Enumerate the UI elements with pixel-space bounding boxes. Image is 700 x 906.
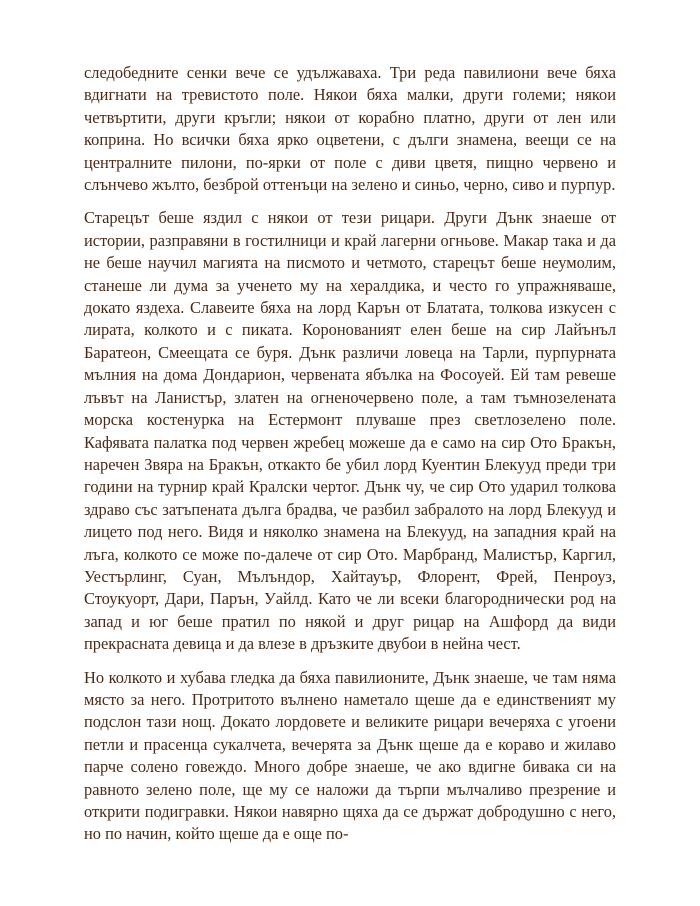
paragraph-1: следобедните сенки вече се удължаваха. Три реда павилиони вече бяха вдигнати на тревистото поле. Някои бяха малки, други големи; някои четвъртити, други кръгли; някои от корабно платно, други от лен или коприна. Но всички бяха ярко оцветени, с дълги знамена, веещи се на централните пилони, по-ярки от поле с диви цветя, пищно червено и слънчево жълто, безброй оттенъци на зелено и синьо, черно, сиво и пурпур.: [84, 63, 616, 195]
page-body: [84, 62, 616, 857]
paragraph-2: Старецът беше яздил с някои от тези рицари. Други Дънк знаеше от истории, разправяни в гостилници и край лагерни огньове. Макар така и да не беше научил магията на писмото и четмото, старецът беше неумолим, станеше ли дума за ученето му на хералдика, и често го упражняваше, докато яздеха. Славеите бяха на лорд Карън от Блатата, толкова изкусен с лирата, колкото и с пиката. Коронованият елен беше на сир Лайънъл Баратеон, Смеещата се буря. Дънк различи ловеца на Тарли, пурпурната мълния на дома Дондарион, червената ябълка на Фосоуей. Ей там ревеше лъвът на Ланистър, златен на огненочервено поле, а там тъмнозелената морска костенурка на Естермонт плуваше през светлозелено поле. Кафявата палатка под червен жребец можеше да е само на сир Ото Бракън, наречен Звяра на Бракън, откакто бе убил лорд Куентин Блекууд преди три години на турнир край Кралски чертог. Дънк чу, че сир Ото ударил толкова здраво със затъпената дълга брадва, че разбил забралото на лорд Блекууд и лицето под него. Видя и няколко знамена на Блекууд, на западния край на лъга, колкото се може по-далече от сир Ото. Марбранд, Малистър, Каргил, Уестърлинг, Суан, Мълъндор, Хайтауър, Флорент, Фрей, Пенроуз, Стоукуорт, Дари, Парън, Уайлд. Като че ли всеки благороднически род на запад и юг беше пратил по някой и друг рицар на Ашфорд да види прекрасната девица и да влезе в дръзките двубои в нейна чест.: [84, 208, 616, 654]
paragraph-3: Но колкото и хубава гледка да бяха павилионите, Дънк знаеше, че там няма място за него. Протритото вълнено наметало щеше да е единственият му подслон тази нощ. Докато лордовете и великите рицари вечеряха с угоени петли и прасенца сукалчета, вечерята за Дънк щеше да е кораво и жилаво парче солено говеждо. Много добре знаеше, че ако вдигне бивака си на равното зелено поле, ще му се наложи да търпи мълчаливо презрение и открити подигравки. Някои навярно щяха да се държат добродушно с него, но по начин, който щеше да е още по-: [84, 667, 616, 844]
